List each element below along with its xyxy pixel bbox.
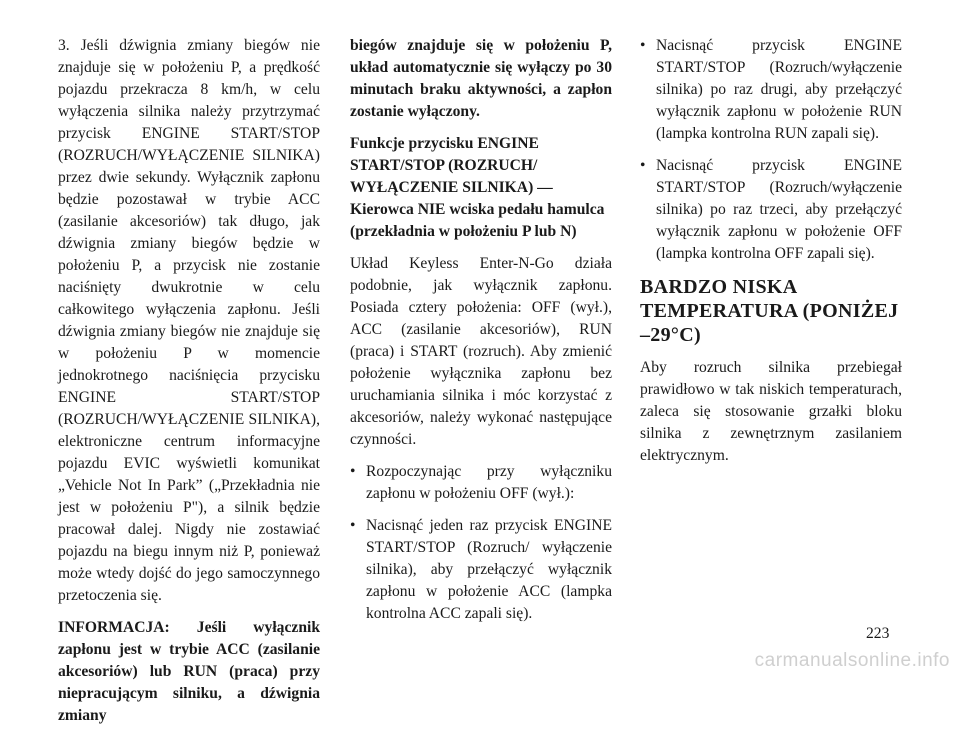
section-heading: BARDZO NISKA TEMPERATURA (PONIŻEJ –29°C) bbox=[640, 276, 899, 346]
column-2 bbox=[350, 35, 612, 635]
ignition-off-paragraph: 3. Jeśli dźwignia zmiany biegów nie znajduje się w położeniu P, a prędkość pojazdu przekracza 8 km/h, w celu wyłączenia silnika należy przytrzymać przycisk ENGINE START/STOP (ROZRUCH/WYŁĄCZENIE SILNIKA) przez dwie sekundy. Wyłącznik zapłonu będzie pozostawał w trybie ACC (zasilanie akcesoriów) tak długo, jak dźwignia zmiany biegów będzie w położeniu P, a przycisk nie zostanie naciśnięty dwukrotnie w celu całkowitego wyłączenia zapłonu. Jeśli dźwignia zmiany biegów nie znajduje się w położeniu P w momencie jednokrotnego naciśnięcia przycisku ENGINE START/STOP (ROZRUCH/WYŁĄCZENIE SILNIKA), elektroniczne centrum informacyjne pojazdu EVIC wyświetli komunikat „Vehicle Not In Park” („Przekładnia nie jest w położeniu P"), a silnik będzie pracował dalej. Nigdy nie zostawiać pojazdu na biegu innym niż P, ponieważ może wtedy dojść do jego samoczynnego przetoczenia się. bbox=[58, 37, 320, 604]
list-item: • Nacisnąć jeden raz przycisk ENGINE START/STOP (Rozruch/ wyłączenie silnika), aby przełączyć wyłącznik zapłonu w położenie ACC (lampka kontrolna ACC zapali się). bbox=[350, 515, 612, 625]
note-paragraph-end: biegów znajduje się w położeniu P, układ automatycznie się wyłączy po 30 minutach braku aktywności, a zapłon zostanie wyłączony. bbox=[350, 37, 612, 120]
column-1 bbox=[58, 35, 320, 737]
note-paragraph-start: INFORMACJA: Jeśli wyłącznik zapłonu jest w trybie ACC (zasilanie akcesoriów) lub RUN (praca) przy niepracującym silniku, a dźwignia zmiany bbox=[58, 619, 320, 724]
page-number: 223 bbox=[866, 625, 890, 642]
section-subheading: Funkcje przycisku ENGINE START/STOP (ROZRUCH/ WYŁĄCZENIE SILNIKA) — Kierowca NIE wciska pedału hamulca (przekładnia w położeniu P lub N) bbox=[350, 135, 605, 240]
steps-list-1 bbox=[350, 461, 612, 625]
steps-list-2 bbox=[640, 35, 902, 265]
keyless-paragraph: Układ Keyless Enter-N-Go działa podobnie, jak wyłącznik zapłonu. Posiada cztery położenia: OFF (wył.), ACC (zasilanie akcesoriów), RUN (praca) i START (rozruch). Aby zmienić położenie wyłącznika zapłonu bez uruchamiania silnika i móc korzystać z akcesoriów, należy wykonać następujące czynności. bbox=[350, 255, 612, 448]
list-item: • Nacisnąć przycisk ENGINE START/STOP (Rozruch/wyłączenie silnika) po raz trzeci, aby przełączyć wyłącznik zapłonu w położenie OFF (lampka kontrolna OFF zapali się). bbox=[640, 155, 902, 265]
column-3 bbox=[640, 35, 902, 477]
list-item: • Rozpoczynając przy wyłączniku zapłonu w położeniu OFF (wył.): bbox=[350, 461, 612, 505]
low-temperature-paragraph: Aby rozruch silnika przebiegał prawidłowo w tak niskich temperaturach, zaleca się stosowanie grzałki bloku silnika z zewnętrznym zasilaniem elektrycznym. bbox=[640, 359, 902, 464]
list-item: • Nacisnąć przycisk ENGINE START/STOP (Rozruch/wyłączenie silnika) po raz drugi, aby przełączyć wyłącznik zapłonu w położenie RUN (lampka kontrolna RUN zapali się). bbox=[640, 35, 902, 145]
watermark[interactable]: carmanualsonline.info bbox=[754, 650, 950, 671]
